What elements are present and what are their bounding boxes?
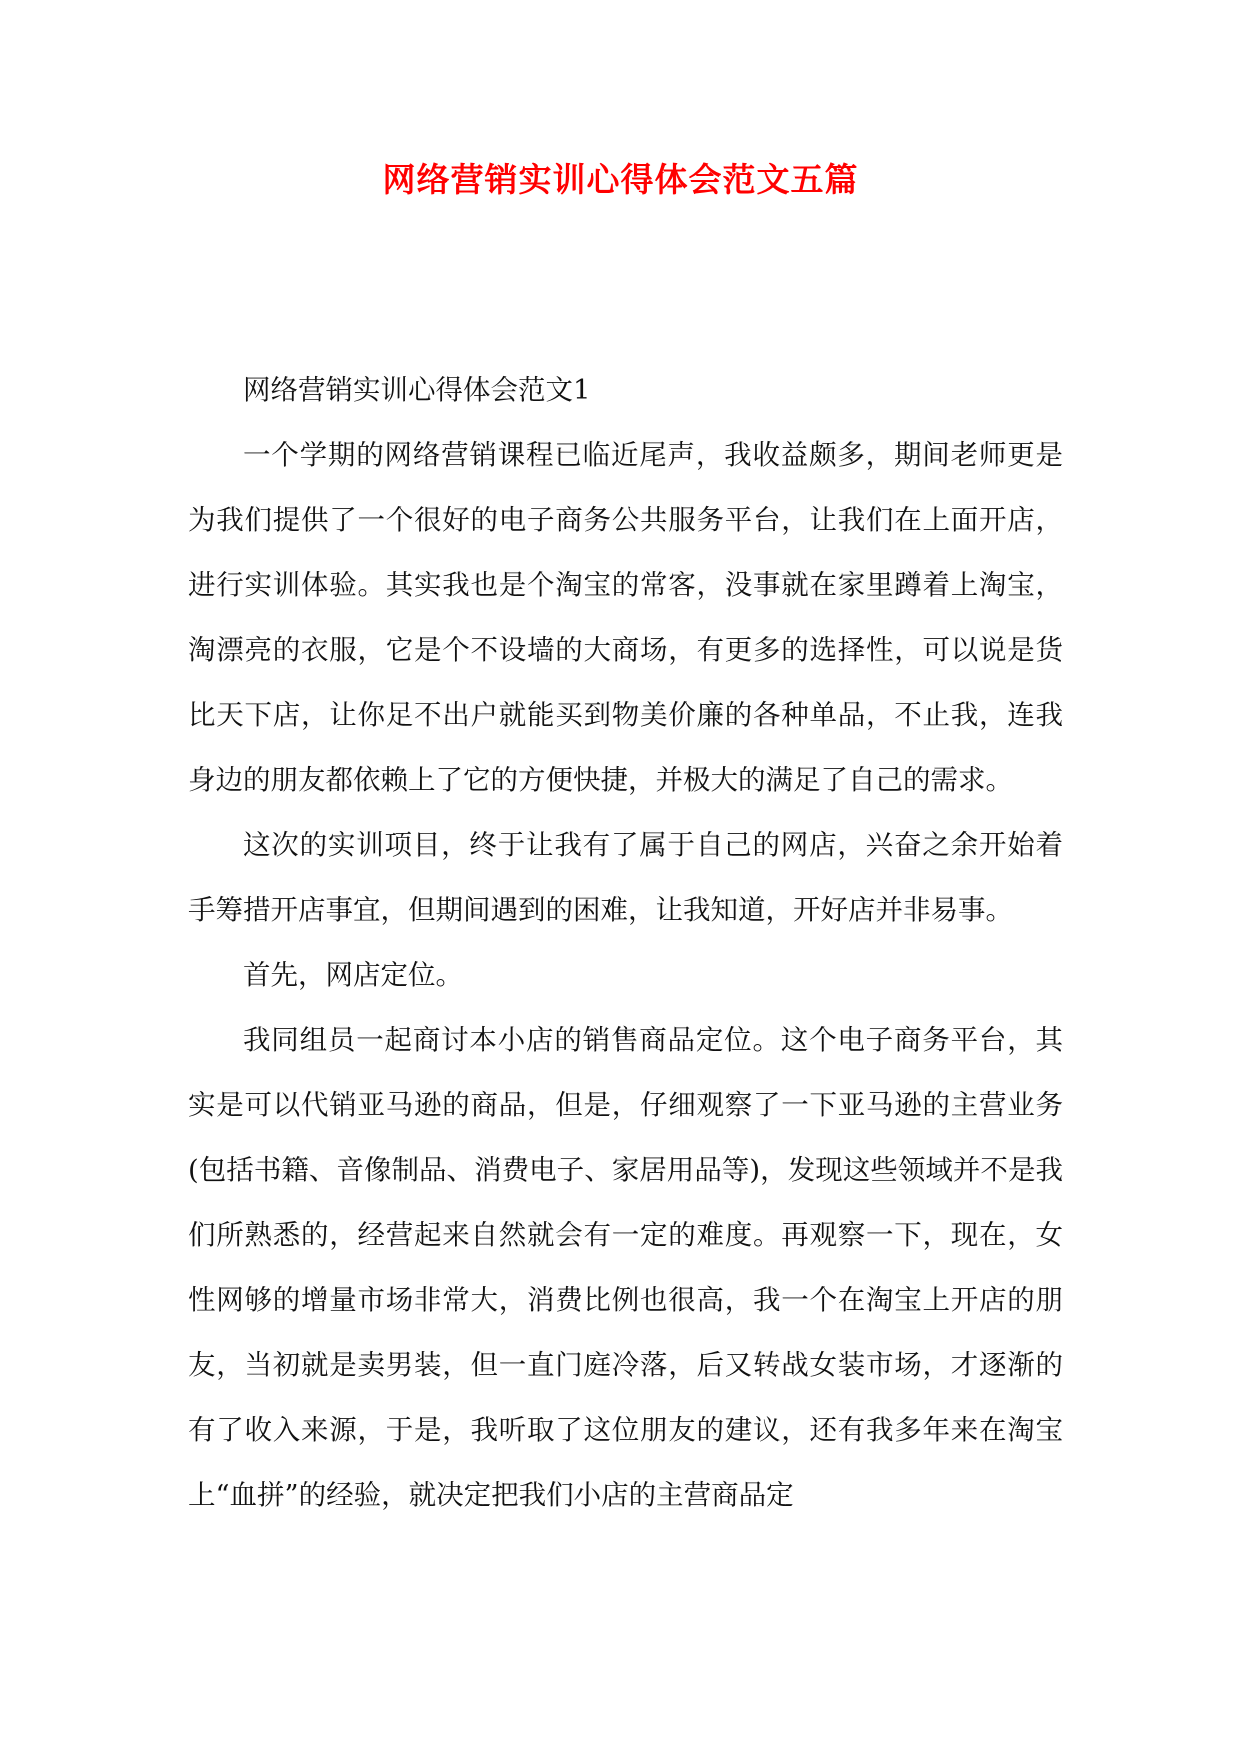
body-paragraph: 一个学期的网络营销课程已临近尾声，我收益颇多，期间老师更是为我们提供了一个很好的电子商务公共服务平台，让我们在上面开店，进行实训体验。其实我也是个淘宝的常客，没事就在家里蹲着上淘宝，淘漂亮的衣服，它是个不设墙的大商场，有更多的选择性，可以说是货比天下店，让你足不出户就能买到物美价廉的各种单品，不止我，连我身边的朋友都依赖上了它的方便快捷，并极大的满足了自己的需求。 <box>188 439 1063 796</box>
body-paragraph: 首先，网店定位。 <box>243 959 463 991</box>
body-paragraph: 我同组员一起商讨本小店的销售商品定位。这个电子商务平台，其实是可以代销亚马逊的商品，但是，仔细观察了一下亚马逊的主营业务(包括书籍、音像制品、消费电子、家居用品等)，发现这些领域并不是我们所熟悉的，经营起来自然就会有一定的难度。再观察一下，现在，女性网够的增量市场非常大，消费比例也很高，我一个在淘宝上开店的朋友，当初就是卖男装，但一直门庭冷落，后又转战女装市场，才逐渐的有了收入来源，于是，我听取了这位朋友的建议，还有我多年来在淘宝上“血拼”的经验，就决定把我们小店的主营商品定 <box>188 1024 1063 1511</box>
section-heading: 网络营销实训心得体会范文1 <box>243 374 591 406</box>
document-title: 网络营销实训心得体会范文五篇 <box>382 160 859 199</box>
body-paragraph: 这次的实训项目，终于让我有了属于自己的网店，兴奋之余开始着手筹措开店事宜，但期间遇到的困难，让我知道，开好店并非易事。 <box>188 829 1063 926</box>
document-body <box>188 358 1063 1528</box>
